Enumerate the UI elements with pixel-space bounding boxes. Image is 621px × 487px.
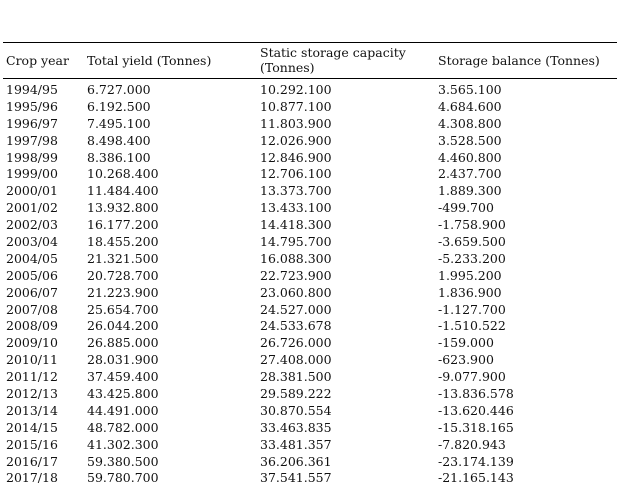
cell-crop-year: 2000/01 xyxy=(6,183,58,199)
cell-static-storage: 37.541.557 xyxy=(260,470,332,486)
cell-crop-year: 2001/02 xyxy=(6,200,58,216)
cell-static-storage: 28.381.500 xyxy=(260,369,332,385)
cell-total-yield: 59.780.700 xyxy=(87,470,159,486)
table-row xyxy=(3,99,617,116)
cell-crop-year: 2010/11 xyxy=(6,352,58,368)
cell-total-yield: 44.491.000 xyxy=(87,402,159,418)
cell-static-storage: 14.795.700 xyxy=(260,234,332,250)
cell-total-yield: 21.223.900 xyxy=(87,284,159,300)
table-row xyxy=(3,133,617,150)
cell-storage-balance: -15.318.165 xyxy=(438,419,514,435)
cell-total-yield: 8.498.400 xyxy=(87,132,151,148)
cell-crop-year: 2015/16 xyxy=(6,436,58,452)
table-row xyxy=(3,150,617,167)
cell-storage-balance: -623.900 xyxy=(438,352,494,368)
table-row xyxy=(3,318,617,335)
cell-crop-year: 2003/04 xyxy=(6,234,58,250)
table-row xyxy=(3,217,617,234)
cell-static-storage: 10.877.100 xyxy=(260,98,332,114)
cell-total-yield: 48.782.000 xyxy=(87,419,159,435)
cell-total-yield: 7.495.100 xyxy=(87,115,151,131)
cell-storage-balance: -5.233.200 xyxy=(438,250,506,266)
cell-storage-balance: 1.836.900 xyxy=(438,284,502,300)
cell-total-yield: 21.321.500 xyxy=(87,250,159,266)
table-row xyxy=(3,116,617,133)
table-row xyxy=(3,285,617,302)
cell-static-storage: 16.088.300 xyxy=(260,250,332,266)
table-header xyxy=(3,43,617,78)
cell-static-storage: 27.408.000 xyxy=(260,352,332,368)
table-row xyxy=(3,82,617,99)
table-row xyxy=(3,234,617,251)
cell-static-storage: 13.373.700 xyxy=(260,183,332,199)
cell-storage-balance: 1.889.300 xyxy=(438,183,502,199)
header-static-storage: Static storage capacity (Tonnes) xyxy=(260,45,406,75)
header-crop-year: Crop year xyxy=(6,53,69,68)
cell-crop-year: 1998/99 xyxy=(6,149,58,165)
table-row xyxy=(3,183,617,200)
cell-crop-year: 1996/97 xyxy=(6,115,58,131)
cell-static-storage: 22.723.900 xyxy=(260,267,332,283)
cell-total-yield: 43.425.800 xyxy=(87,386,159,402)
table-row xyxy=(3,437,617,454)
cell-static-storage: 23.060.800 xyxy=(260,284,332,300)
cell-total-yield: 13.932.800 xyxy=(87,200,159,216)
cell-storage-balance: 3.528.500 xyxy=(438,132,502,148)
cell-crop-year: 2012/13 xyxy=(6,386,58,402)
cell-crop-year: 2011/12 xyxy=(6,369,58,385)
cell-crop-year: 2013/14 xyxy=(6,402,58,418)
cell-storage-balance: -21.165.143 xyxy=(438,470,514,486)
cell-storage-balance: -23.174.139 xyxy=(438,453,514,469)
header-storage-balance: Storage balance (Tonnes) xyxy=(438,53,600,68)
cell-total-yield: 11.484.400 xyxy=(87,183,159,199)
table-row xyxy=(3,352,617,369)
table-row xyxy=(3,251,617,268)
cell-total-yield: 25.654.700 xyxy=(87,301,159,317)
cell-storage-balance: -13.836.578 xyxy=(438,386,514,402)
cell-storage-balance: -159.000 xyxy=(438,335,494,351)
cell-crop-year: 1999/00 xyxy=(6,166,58,182)
cell-static-storage: 14.418.300 xyxy=(260,217,332,233)
header-total-yield: Total yield (Tonnes) xyxy=(87,53,212,68)
cell-total-yield: 18.455.200 xyxy=(87,234,159,250)
cell-storage-balance: -9.077.900 xyxy=(438,369,506,385)
storage-table xyxy=(3,42,617,487)
cell-static-storage: 12.026.900 xyxy=(260,132,332,148)
cell-static-storage: 33.463.835 xyxy=(260,419,332,435)
cell-storage-balance: -1.127.700 xyxy=(438,301,506,317)
table-row xyxy=(3,470,617,487)
table-row xyxy=(3,200,617,217)
cell-static-storage: 24.527.000 xyxy=(260,301,332,317)
cell-storage-balance: 4.308.800 xyxy=(438,115,502,131)
cell-crop-year: 2006/07 xyxy=(6,284,58,300)
cell-crop-year: 1997/98 xyxy=(6,132,58,148)
cell-storage-balance: -3.659.500 xyxy=(438,234,506,250)
cell-static-storage: 26.726.000 xyxy=(260,335,332,351)
cell-static-storage: 13.433.100 xyxy=(260,200,332,216)
cell-total-yield: 26.885.000 xyxy=(87,335,159,351)
cell-total-yield: 37.459.400 xyxy=(87,369,159,385)
cell-storage-balance: 3.565.100 xyxy=(438,82,502,97)
cell-total-yield: 26.044.200 xyxy=(87,318,159,334)
cell-static-storage: 36.206.361 xyxy=(260,453,332,469)
cell-storage-balance: 4.684.600 xyxy=(438,98,502,114)
cell-storage-balance: -1.510.522 xyxy=(438,318,506,334)
cell-storage-balance: -13.620.446 xyxy=(438,402,514,418)
cell-crop-year: 2008/09 xyxy=(6,318,58,334)
table-row xyxy=(3,420,617,437)
cell-total-yield: 20.728.700 xyxy=(87,267,159,283)
cell-crop-year: 1994/95 xyxy=(6,82,58,97)
cell-storage-balance: -499.700 xyxy=(438,200,494,216)
table-row xyxy=(3,166,617,183)
cell-total-yield: 6.192.500 xyxy=(87,98,151,114)
cell-total-yield: 10.268.400 xyxy=(87,166,159,182)
cell-total-yield: 8.386.100 xyxy=(87,149,151,165)
cell-crop-year: 2017/18 xyxy=(6,470,58,486)
table-row xyxy=(3,335,617,352)
cell-total-yield: 59.380.500 xyxy=(87,453,159,469)
cell-static-storage: 29.589.222 xyxy=(260,386,332,402)
table-body xyxy=(3,79,617,487)
table-row xyxy=(3,302,617,319)
cell-total-yield: 28.031.900 xyxy=(87,352,159,368)
cell-static-storage: 12.846.900 xyxy=(260,149,332,165)
cell-crop-year: 2007/08 xyxy=(6,301,58,317)
cell-storage-balance: -7.820.943 xyxy=(438,436,506,452)
cell-crop-year: 2016/17 xyxy=(6,453,58,469)
cell-storage-balance: -1.758.900 xyxy=(438,217,506,233)
table-row xyxy=(3,403,617,420)
cell-static-storage: 30.870.554 xyxy=(260,402,332,418)
table-row xyxy=(3,369,617,386)
table-row xyxy=(3,268,617,285)
cell-crop-year: 2002/03 xyxy=(6,217,58,233)
cell-crop-year: 2005/06 xyxy=(6,267,58,283)
cell-crop-year: 1995/96 xyxy=(6,98,58,114)
table-row xyxy=(3,386,617,403)
cell-total-yield: 6.727.000 xyxy=(87,82,151,97)
cell-storage-balance: 1.995.200 xyxy=(438,267,502,283)
cell-static-storage: 10.292.100 xyxy=(260,82,332,97)
cell-crop-year: 2004/05 xyxy=(6,250,58,266)
table-row xyxy=(3,454,617,471)
cell-crop-year: 2009/10 xyxy=(6,335,58,351)
cell-crop-year: 2014/15 xyxy=(6,419,58,435)
cell-static-storage: 33.481.357 xyxy=(260,436,332,452)
cell-static-storage: 12.706.100 xyxy=(260,166,332,182)
cell-storage-balance: 2.437.700 xyxy=(438,166,502,182)
cell-storage-balance: 4.460.800 xyxy=(438,149,502,165)
cell-total-yield: 41.302.300 xyxy=(87,436,159,452)
cell-static-storage: 11.803.900 xyxy=(260,115,332,131)
cell-total-yield: 16.177.200 xyxy=(87,217,159,233)
cell-static-storage: 24.533.678 xyxy=(260,318,332,334)
